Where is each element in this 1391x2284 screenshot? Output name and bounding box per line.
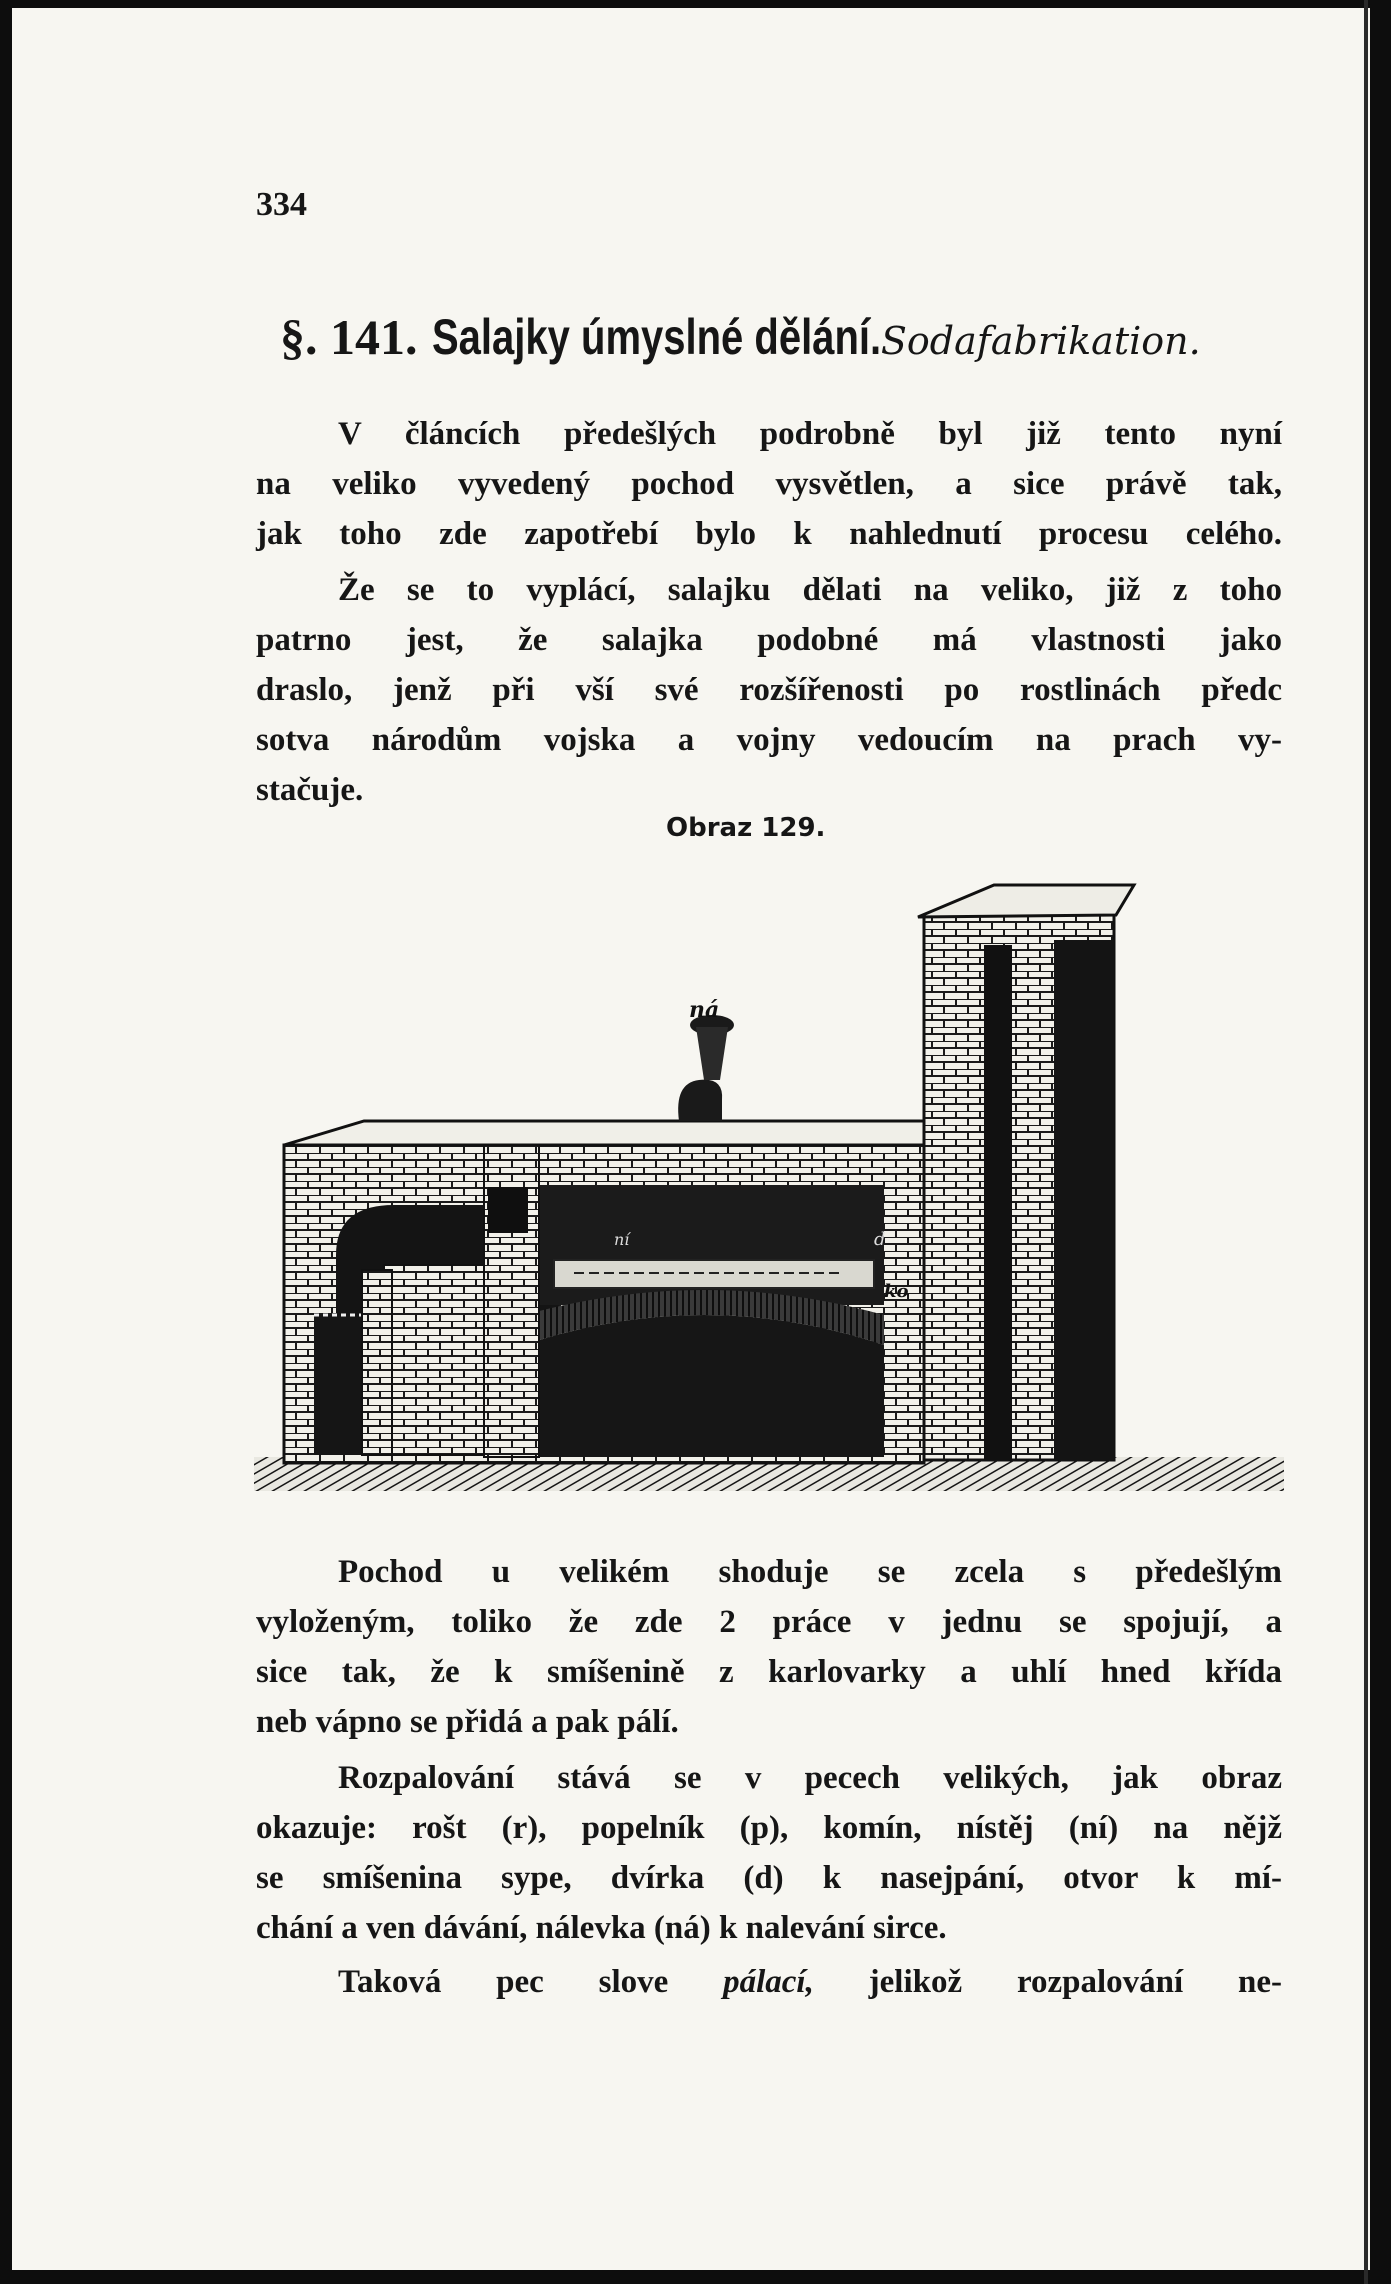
hearth-vault — [524, 1315, 884, 1457]
bridge-post — [362, 1270, 392, 1455]
text-run: jelikož rozpalování ne- — [868, 1964, 1283, 2000]
chimney-shadow — [1054, 940, 1114, 1460]
label-d: d — [874, 1229, 886, 1250]
paragraph-line — [338, 1966, 1282, 1999]
section-number: §. 141. — [280, 309, 418, 365]
paragraph-line: se smíšenina sype, dvírka (d) k nasejpání, otvor k mí- — [256, 1860, 1282, 1896]
label-ko: ko — [884, 1281, 909, 1302]
paragraph-line: sice tak, že k smíšenině z karlovarky a uhlí hned křída — [256, 1654, 1282, 1690]
figure-caption: Obraz 129. — [666, 813, 826, 843]
page-number: 334 — [256, 186, 307, 223]
label-na: ná — [689, 997, 720, 1023]
label-ni: ní — [614, 1230, 630, 1249]
paragraph-line: chání a ven dávání, nálevka (ná) k nalevání sirce. — [256, 1910, 947, 1946]
paragraph-line: sotva národům vojska a vojny vedoucím na prach vy- — [256, 722, 1282, 758]
funnel — [678, 1080, 722, 1121]
page-edge-shadow — [1364, 0, 1368, 2284]
paragraph-line: stačuje. — [256, 772, 364, 808]
paragraph-line: patrno jest, že salajka podobné má vlastnosti jako — [256, 622, 1282, 658]
paragraph-line: Pochod u velikém shoduje se zcela s předešlým — [338, 1554, 1282, 1590]
funnel-neck — [696, 1027, 728, 1080]
section-title-german: Sodafabrikation. — [880, 319, 1201, 363]
paragraph-line: draslo, jenž při vší své rozšířenosti po rostlinách předc — [256, 672, 1282, 708]
door-opening — [488, 1187, 528, 1233]
paragraph-line: Rozpalování stává se v pecech velikých, jak obraz — [338, 1760, 1282, 1796]
furnace-illustration — [254, 845, 1284, 1495]
section-title: Salajky úmyslné dělání. — [431, 309, 881, 365]
chimney-flue — [984, 945, 1012, 1460]
paragraph-line: na veliko vyvedený pochod vysvětlen, a sice právě tak, — [256, 466, 1282, 502]
furnace-top-slab — [284, 1121, 934, 1145]
paragraph-line: vyloženým, toliko že zde 2 práce v jednu se spojují, a — [256, 1604, 1282, 1640]
paragraph-line: neb vápno se přidá a pak pálí. — [256, 1704, 679, 1740]
paragraph-line: jak toho zde zapotřebí bylo k nahlednutí procesu celého. — [256, 516, 1282, 552]
paragraph-line: okazuje: rošt (r), popelník (p), komín, nístěj (ní) na nějž — [256, 1810, 1282, 1846]
section-heading — [280, 308, 1201, 366]
paragraph-line: V článcích předešlých podrobně byl již tento nyní — [338, 416, 1282, 452]
chimney-cap — [918, 885, 1134, 917]
paragraph-line: Že se to vyplácí, salajku dělati na veliko, již z toho — [338, 572, 1282, 608]
text-run: Taková pec slove — [338, 1964, 669, 2000]
italic-term: pálací, — [723, 1964, 814, 2000]
